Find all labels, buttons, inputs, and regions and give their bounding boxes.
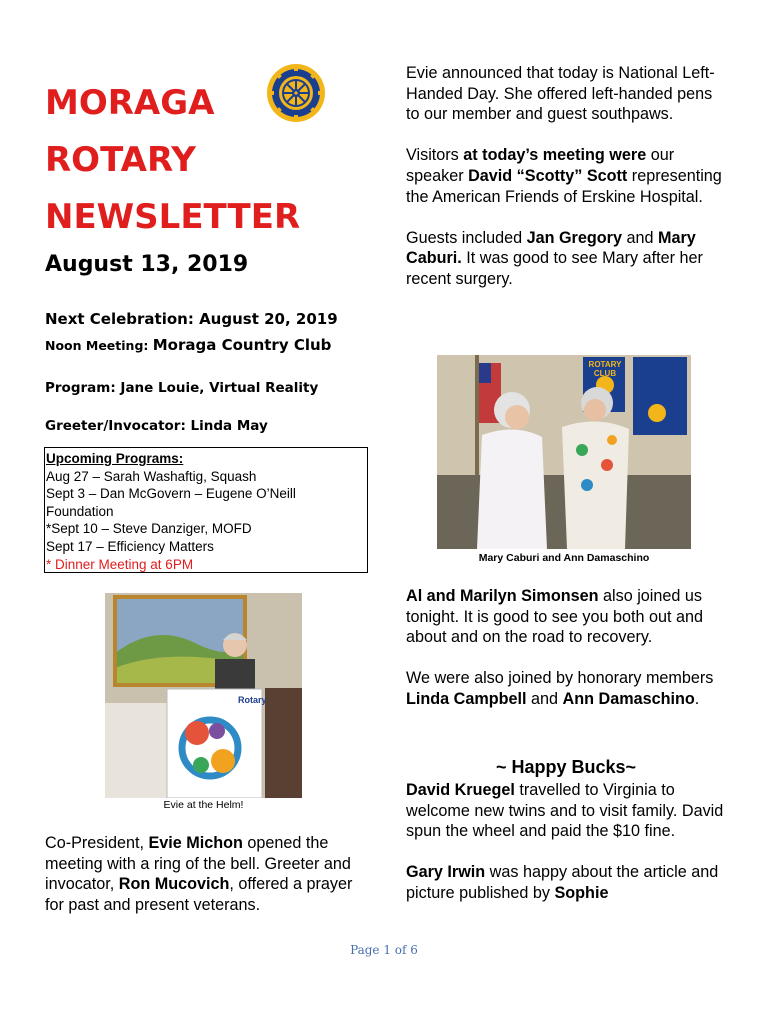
greeter-line: Greeter/Invocator: Linda May [45,418,268,434]
upcoming-heading: Upcoming Programs: [46,451,184,466]
newsletter-date: August 13, 2019 [45,252,249,277]
left-body-text [45,833,370,936]
right-body-bottom [406,780,728,924]
banner-text: ROTARY CLUB [588,360,622,378]
dinner-note: * Dinner Meeting at 6PM [46,556,194,572]
paragraph-kruegel: David Kruegel travelled to Virginia to welcome new twins and to visit family. David spun the wheel and paid the $10 fine. [406,781,724,841]
paragraph-honorary: We were also joined by honorary members Linda Campbell and Ann Damaschino. [406,669,714,708]
photo-evie-podium [105,593,302,798]
upcoming-item: Sept 3 – Dan McGovern – Eugene O’Neill Foundation [46,486,296,519]
upcoming-item: Sept 17 – Efficiency Matters [46,538,214,554]
happy-bucks-heading: ~ Happy Bucks~ [495,757,637,777]
photo-mary-ann-illustration [437,355,691,549]
title-rotary: ROTARY [45,140,196,180]
paragraph-left-handed: Evie announced that today is National Left-Handed Day. She offered left-handed pens to our member and guest southpaws. [406,64,715,124]
upcoming-item: Aug 27 – Sarah Washaftig, Squash [46,468,257,484]
next-celebration: Next Celebration: August 20, 2019 [45,310,338,328]
page-number: Page 1 of 6 [350,943,418,957]
photo-mary-ann [437,355,691,549]
upcoming-programs-box [44,447,368,573]
caption-left: Evie at the Helm! [163,799,244,811]
paragraph-guests: Guests included Jan Gregory and Mary Caburi. It was good to see Mary after her recent surgery. [406,228,703,288]
title-newsletter: NEWSLETTER [45,197,301,237]
upcoming-item: *Sept 10 – Steve Danziger, MOFD [46,521,252,537]
paragraph-simonsen: Al and Marilyn Simonsen also joined us tonight. It is good to see you both out and about and on the road to recovery. [406,587,703,647]
caption-right: Mary Caburi and Ann Damaschino [478,552,650,564]
noon-meeting: Noon Meeting: Moraga Country Club [45,336,332,354]
right-body-top [406,63,726,310]
paragraph-irwin: Gary Irwin was happy about the article and picture published by Sophie [406,863,719,902]
program-line: Program: Jane Louie, Virtual Reality [45,380,319,396]
right-body-middle [406,586,728,730]
photo-evie-illustration [105,593,302,798]
paragraph-opening: Co-President, Evie Michon opened the meeting with a ring of the bell. Greeter and invocator, Ron Mucovich, offered a prayer for past and present veterans. [45,834,353,914]
title-moraga: MORAGA [45,83,215,123]
podium-sign: Rotary [238,695,267,705]
paragraph-visitors: Visitors at today’s meeting were our speaker David “Scotty” Scott representing the American Friends of Erskine Hospital. [406,146,722,206]
rotary-wheel-icon [266,63,326,123]
